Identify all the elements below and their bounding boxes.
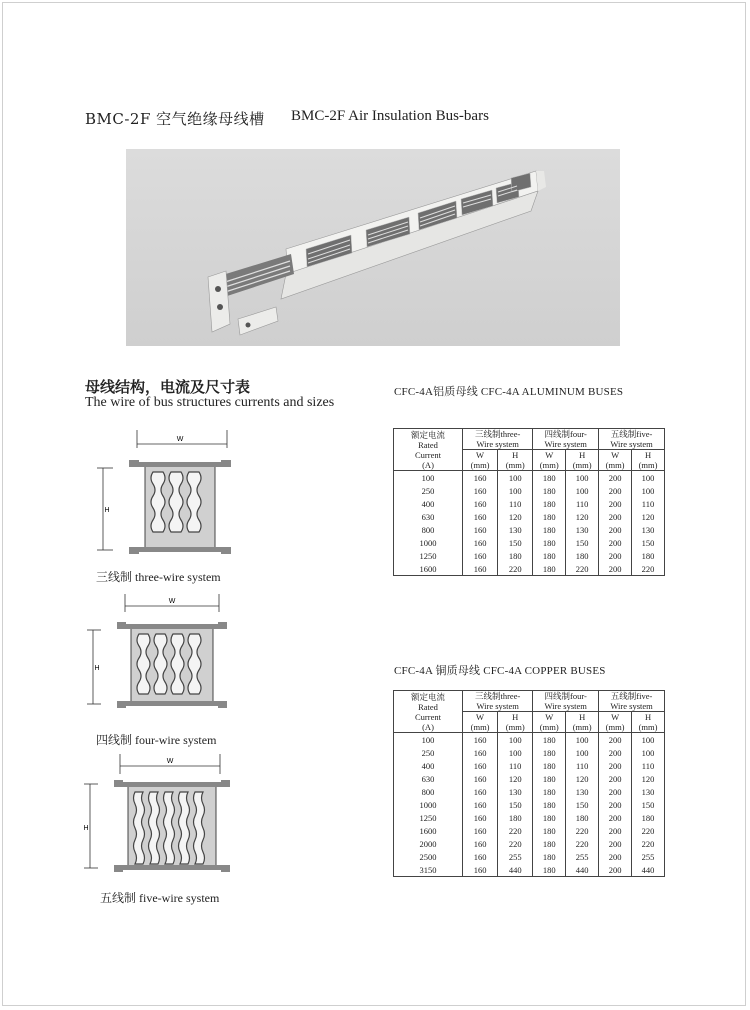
rated-current-cell: 400 [394,759,463,772]
dimension-cell: 160 [463,798,498,811]
table-row [394,863,665,877]
dimension-cell: 200 [599,523,632,536]
group-header: 五线制five- Wire system [599,691,665,712]
dimension-cell: 110 [498,497,533,510]
rated-current-cell: 800 [394,785,463,798]
rated-current-cell: 250 [394,746,463,759]
rated-current-cell: 1600 [394,824,463,837]
table-row [394,850,665,863]
h-label: H [94,665,100,672]
dimension-cell: 160 [463,785,498,798]
rated-current-cell: 2500 [394,850,463,863]
w-label: W [176,436,184,443]
dimension-cell: 100 [566,746,599,759]
dimension-cell: 110 [632,759,665,772]
table-row [394,497,665,510]
dimension-cell: 110 [566,759,599,772]
sub-header: W (mm) [463,712,498,733]
dimension-cell: 180 [533,549,566,562]
dimension-cell: 160 [463,746,498,759]
dimension-cell: 130 [498,785,533,798]
dimension-cell: 180 [533,759,566,772]
dimension-cell: 160 [463,837,498,850]
dimension-cell: 100 [632,746,665,759]
table-row [394,733,665,747]
copper-table-title: CFC-4A 铜质母线 CFC-4A COPPER BUSES [394,665,606,677]
dimension-cell: 180 [533,863,566,877]
table-row [394,549,665,562]
dimension-cell: 180 [566,811,599,824]
dimension-cell: 200 [599,746,632,759]
dimension-cell: 100 [498,733,533,747]
dimension-cell: 255 [566,850,599,863]
dimension-cell: 160 [463,562,498,576]
table-row [394,798,665,811]
dimension-cell: 180 [533,562,566,576]
sub-header: W (mm) [463,450,498,471]
sub-header: W (mm) [533,712,566,733]
sub-header: W (mm) [599,712,632,733]
dimension-cell: 120 [566,772,599,785]
rated-current-cell: 800 [394,523,463,536]
rated-current-header: 额定电流 Rated Current (A) [394,429,463,471]
rated-current-cell: 1250 [394,549,463,562]
dimension-cell: 180 [533,837,566,850]
dimension-cell: 160 [463,510,498,523]
dimension-cell: 180 [533,523,566,536]
dimension-cell: 180 [533,484,566,497]
busway-illustration [126,149,620,346]
dimension-cell: 110 [566,497,599,510]
dimension-cell: 100 [566,733,599,747]
section-title-en: The wire of bus structures currents and sizes [85,395,335,410]
dimension-cell: 100 [566,471,599,485]
dimension-cell: 150 [632,798,665,811]
dimension-cell: 180 [533,733,566,747]
dimension-cell: 220 [566,562,599,576]
rated-current-cell: 1600 [394,562,463,576]
dimension-cell: 160 [463,824,498,837]
dimension-cell: 180 [498,549,533,562]
dimension-cell: 180 [632,811,665,824]
sub-header: H (mm) [566,712,599,733]
four-wire-diagram [85,592,230,722]
section-title-cn: 母线结构，电流及尺寸表 [85,378,251,396]
dimension-cell: 220 [498,837,533,850]
table-row [394,523,665,536]
sub-header: H (mm) [498,712,533,733]
dimension-cell: 200 [599,497,632,510]
table-row [394,759,665,772]
dimension-cell: 120 [498,510,533,523]
dimension-cell: 100 [566,484,599,497]
dimension-cell: 150 [566,536,599,549]
aluminum-table [393,428,665,576]
table-row [394,562,665,576]
page-title-en: BMC-2F Air Insulation Bus-bars [291,108,489,124]
dimension-cell: 110 [498,759,533,772]
dimension-cell: 100 [498,746,533,759]
dimension-cell: 220 [632,824,665,837]
dimension-cell: 130 [498,523,533,536]
three-wire-diagram [95,428,235,563]
dimension-cell: 150 [498,536,533,549]
dimension-cell: 180 [533,850,566,863]
dimension-cell: 150 [632,536,665,549]
sub-header: H (mm) [632,450,665,471]
w-label: W [168,598,176,605]
dimension-cell: 220 [566,824,599,837]
dimension-cell: 440 [632,863,665,877]
table-row [394,510,665,523]
group-header: 三线制three- Wire system [463,429,533,450]
dimension-cell: 180 [533,471,566,485]
five-wire-diagram [80,752,235,880]
rated-current-cell: 250 [394,484,463,497]
rated-current-cell: 100 [394,471,463,485]
h-label: H [83,825,89,832]
dimension-cell: 100 [632,471,665,485]
dimension-cell: 440 [566,863,599,877]
dimension-cell: 160 [463,549,498,562]
dimension-cell: 100 [498,471,533,485]
dimension-cell: 200 [599,863,632,877]
dimension-cell: 255 [632,850,665,863]
table-row [394,772,665,785]
rated-current-cell: 400 [394,497,463,510]
group-header: 三线制three- Wire system [463,691,533,712]
dimension-cell: 160 [463,733,498,747]
rated-current-cell: 2000 [394,837,463,850]
dimension-cell: 200 [599,510,632,523]
dimension-cell: 180 [533,824,566,837]
h-label: H [104,507,110,514]
dimension-cell: 200 [599,484,632,497]
three-wire-caption: 三线制 three-wire system [96,570,221,584]
dimension-cell: 440 [498,863,533,877]
dimension-cell: 200 [599,811,632,824]
dimension-cell: 160 [463,759,498,772]
group-header: 四线制four- Wire system [533,429,599,450]
dimension-cell: 160 [463,484,498,497]
sub-header: H (mm) [498,450,533,471]
sub-header: W (mm) [599,450,632,471]
dimension-cell: 120 [632,510,665,523]
dimension-cell: 180 [533,785,566,798]
dimension-cell: 160 [463,497,498,510]
copper-table [393,690,665,877]
sub-header: H (mm) [632,712,665,733]
table-row [394,471,665,485]
dimension-cell: 100 [498,484,533,497]
dimension-cell: 200 [599,798,632,811]
dimension-cell: 160 [463,536,498,549]
rated-current-cell: 1000 [394,536,463,549]
copper-table-body [394,733,665,877]
dimension-cell: 160 [463,811,498,824]
rated-current-cell: 3150 [394,863,463,877]
rated-current-header: 额定电流 Rated Current (A) [394,691,463,733]
product-photo [126,149,620,346]
table-row [394,837,665,850]
table-row [394,811,665,824]
group-header: 五线制five- Wire system [599,429,665,450]
five-wire-caption: 五线制 five-wire system [100,891,220,905]
dimension-cell: 200 [599,536,632,549]
dimension-cell: 110 [632,497,665,510]
table-row [394,785,665,798]
dimension-cell: 180 [533,811,566,824]
rated-current-cell: 100 [394,733,463,747]
dimension-cell: 130 [566,523,599,536]
dimension-cell: 120 [498,772,533,785]
dimension-cell: 180 [533,746,566,759]
table-row [394,536,665,549]
dimension-cell: 160 [463,850,498,863]
dimension-cell: 200 [599,471,632,485]
sub-header: W (mm) [533,450,566,471]
dimension-cell: 130 [566,785,599,798]
dimension-cell: 180 [498,811,533,824]
dimension-cell: 160 [463,523,498,536]
rated-current-cell: 630 [394,510,463,523]
page-title-cn: BMC-2F 空气绝缘母线槽 [85,110,265,128]
table-row [394,484,665,497]
dimension-cell: 220 [566,837,599,850]
dimension-cell: 130 [632,523,665,536]
aluminum-table-body [394,471,665,576]
dimension-cell: 200 [599,824,632,837]
dimension-cell: 100 [632,733,665,747]
dimension-cell: 180 [533,536,566,549]
rated-current-cell: 1250 [394,811,463,824]
w-label: W [166,758,174,765]
dimension-cell: 130 [632,785,665,798]
dimension-cell: 180 [566,549,599,562]
rated-current-cell: 1000 [394,798,463,811]
dimension-cell: 100 [632,484,665,497]
dimension-cell: 200 [599,759,632,772]
dimension-cell: 220 [632,562,665,576]
dimension-cell: 255 [498,850,533,863]
dimension-cell: 200 [599,549,632,562]
dimension-cell: 200 [599,733,632,747]
dimension-cell: 200 [599,785,632,798]
four-wire-caption: 四线制 four-wire system [96,733,217,747]
dimension-cell: 160 [463,863,498,877]
dimension-cell: 220 [498,562,533,576]
table-row [394,824,665,837]
dimension-cell: 220 [498,824,533,837]
dimension-cell: 180 [632,549,665,562]
dimension-cell: 180 [533,510,566,523]
dimension-cell: 160 [463,772,498,785]
group-header: 四线制four- Wire system [533,691,599,712]
dimension-cell: 120 [566,510,599,523]
dimension-cell: 150 [566,798,599,811]
dimension-cell: 160 [463,471,498,485]
dimension-cell: 200 [599,850,632,863]
dimension-cell: 150 [498,798,533,811]
table-row [394,746,665,759]
sub-header: H (mm) [566,450,599,471]
dimension-cell: 220 [632,837,665,850]
dimension-cell: 200 [599,772,632,785]
aluminum-table-title: CFC-4A铝质母线 CFC-4A ALUMINUM BUSES [394,386,624,398]
dimension-cell: 180 [533,772,566,785]
dimension-cell: 200 [599,562,632,576]
rated-current-cell: 630 [394,772,463,785]
dimension-cell: 180 [533,798,566,811]
dimension-cell: 200 [599,837,632,850]
dimension-cell: 180 [533,497,566,510]
dimension-cell: 120 [632,772,665,785]
